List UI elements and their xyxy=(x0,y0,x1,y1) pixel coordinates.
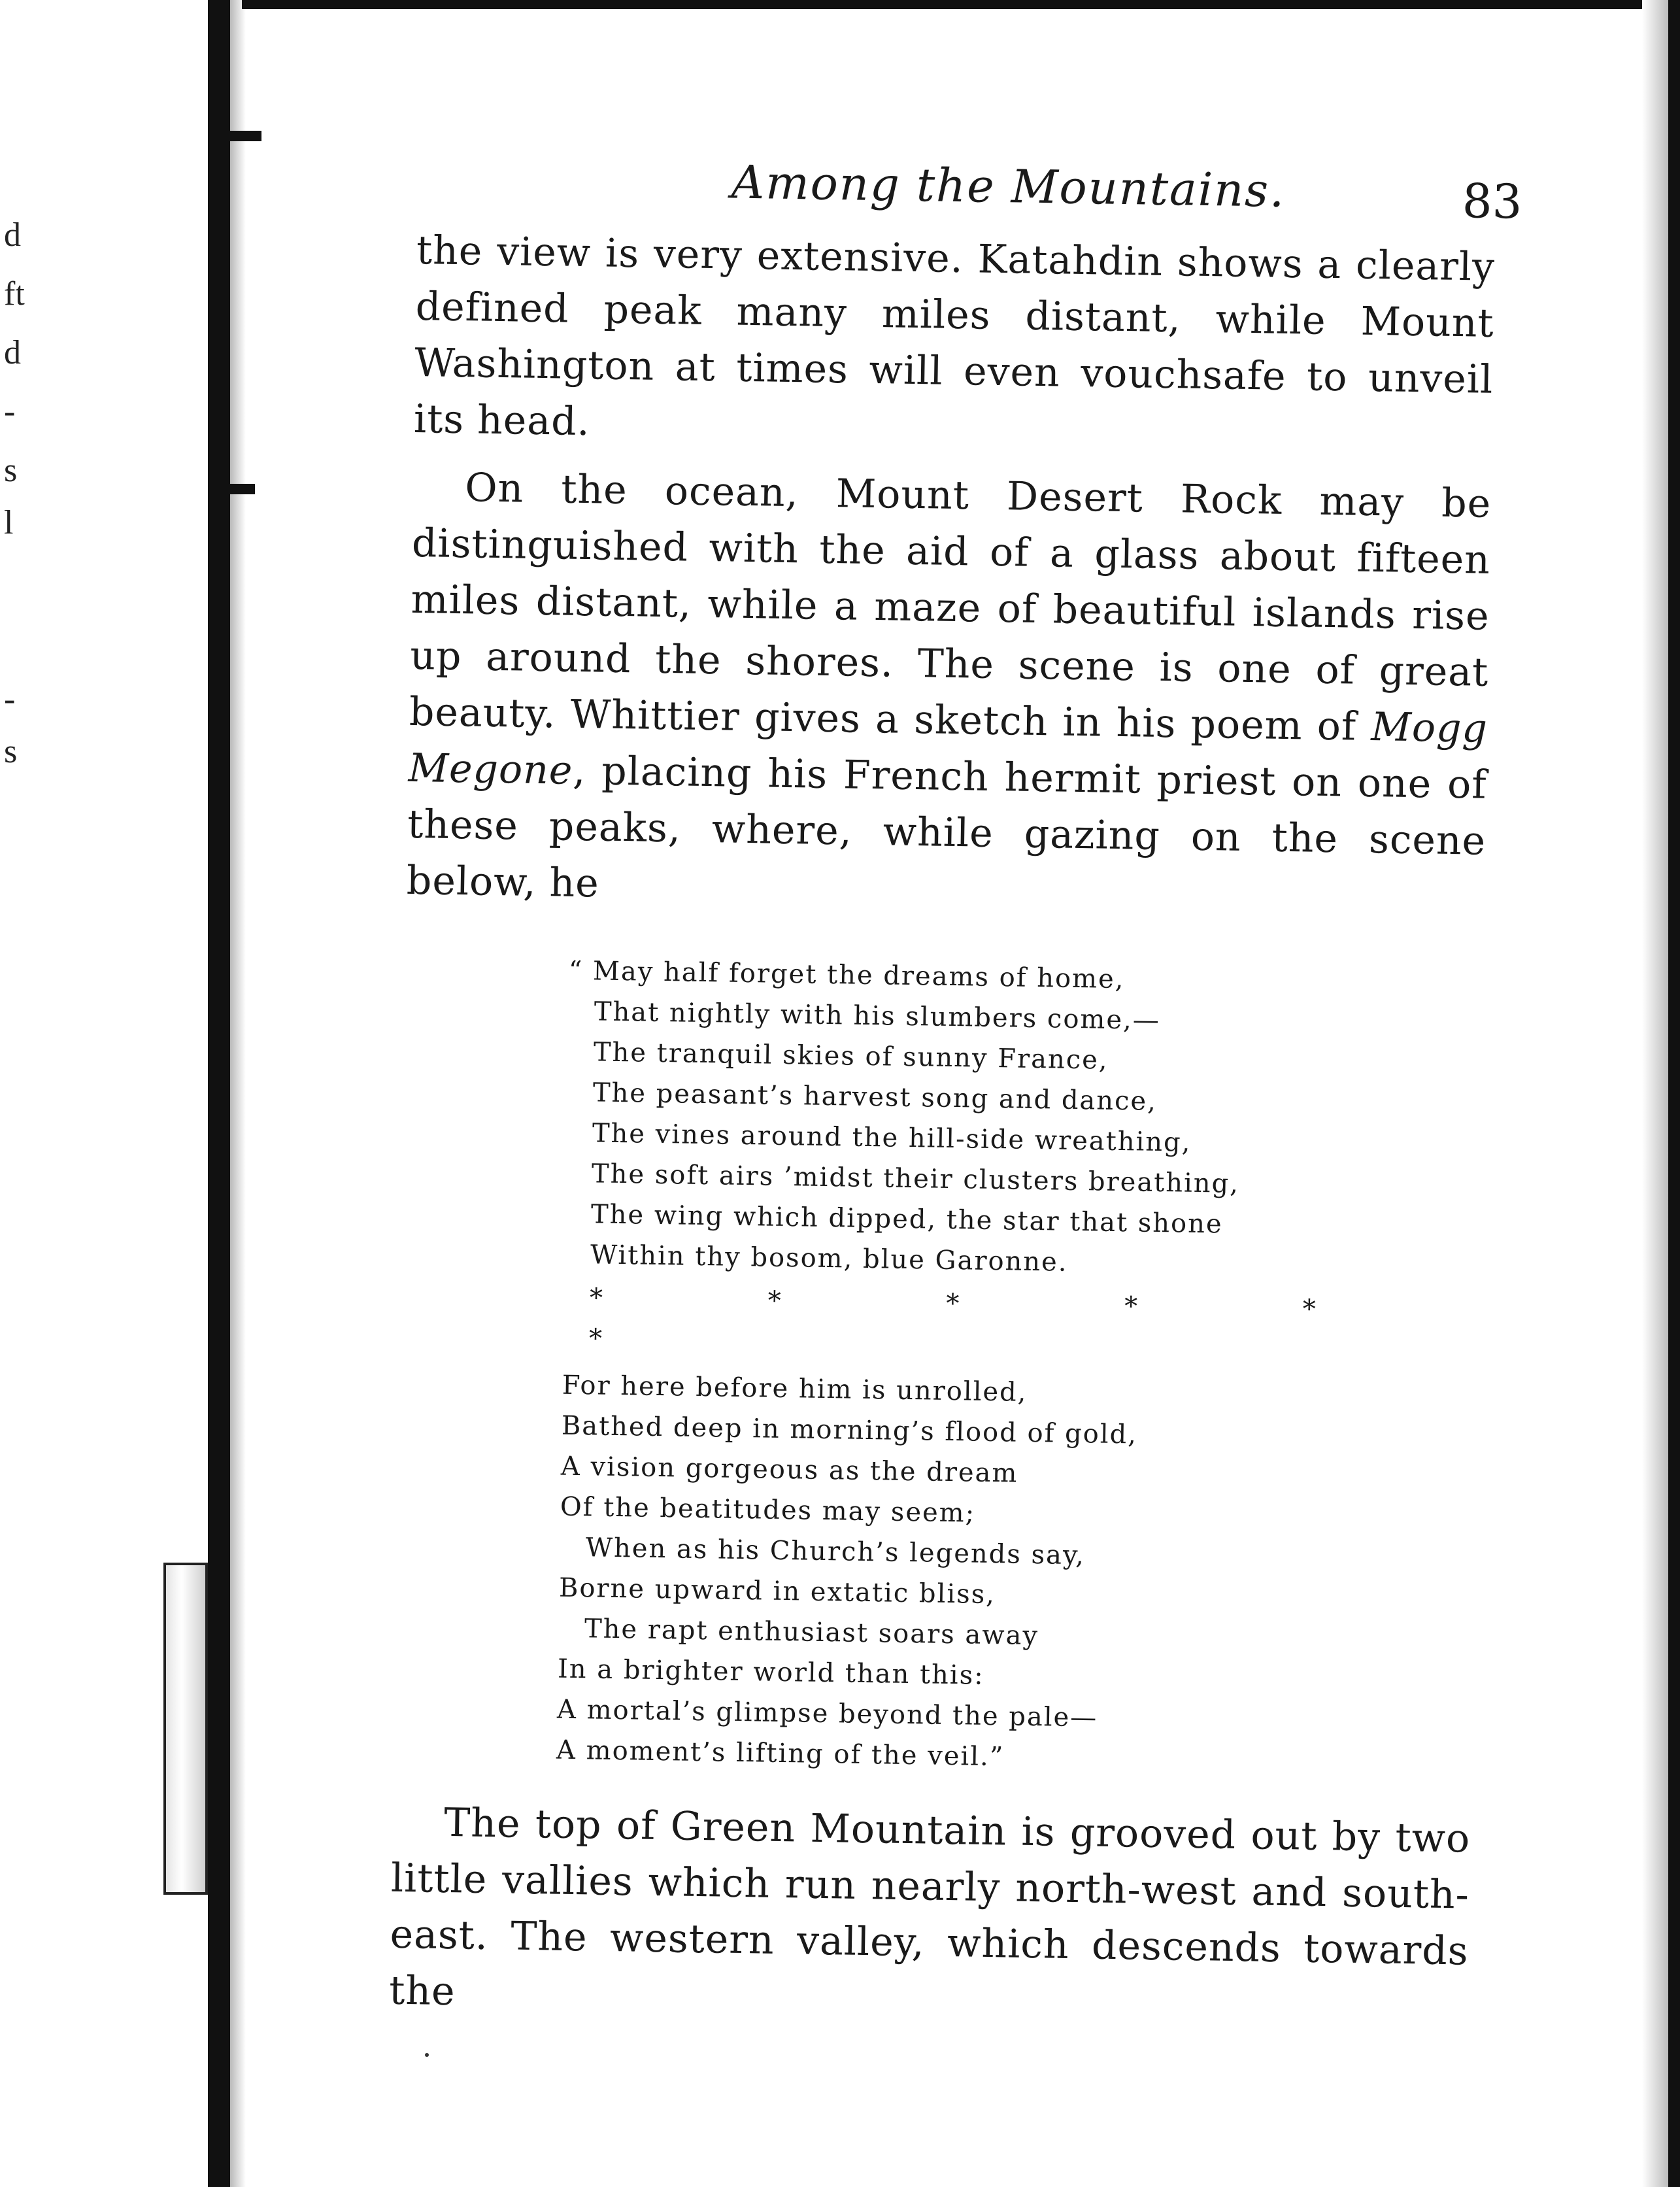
binding-gutter xyxy=(208,0,230,2187)
poem-line: For here before him is unrolled, xyxy=(562,1370,1028,1408)
left-margin-char: l xyxy=(4,504,14,541)
left-margin-char: d xyxy=(4,334,21,371)
poem-line: The vines around the hill-side wreathing, xyxy=(592,1118,1192,1158)
poem-line: The rapt enthusiast soars away xyxy=(584,1614,1039,1652)
paragraph-2 xyxy=(406,459,1492,926)
poem-line: Borne upward in extatic bliss, xyxy=(558,1572,996,1610)
poem-line: A moment’s lifting of the veil.” xyxy=(556,1735,1005,1772)
gutter-shadow xyxy=(230,0,246,2187)
binding-tab xyxy=(216,131,261,141)
poem-line: “ May half forget the dreams of home, xyxy=(568,955,1125,995)
book-page xyxy=(388,131,1523,2036)
poem-line: In a brighter world than this: xyxy=(557,1653,985,1691)
poem-line: A mortal’s glimpse beyond the pale— xyxy=(556,1694,1098,1733)
page-clip xyxy=(163,1563,208,1895)
page-right-edge xyxy=(1668,0,1680,2187)
page-number: 83 xyxy=(1462,173,1523,229)
paragraph-1: the view is very extensive. Katahdin shows a clearly defined peak many miles distant, while Mount Washington at times will even vouchsafe to unveil its head. xyxy=(413,227,1496,445)
running-head xyxy=(417,131,1523,239)
paragraph-2-text-b: , placing his French hermit priest on one of these peaks, where, while gazing on the scene below, he xyxy=(406,747,1488,907)
left-margin-char: ft xyxy=(4,275,25,313)
poem-title: Mogg Megone xyxy=(408,704,1488,794)
left-margin-char: d xyxy=(4,216,21,254)
stray-mark xyxy=(425,2053,429,2057)
page-right-shadow xyxy=(1642,0,1668,2187)
poem-line: The tranquil skies of sunny France, xyxy=(593,1037,1109,1076)
left-margin-char: s xyxy=(4,452,18,489)
left-margin-char: - xyxy=(4,681,16,718)
binding-tab xyxy=(209,484,255,494)
paragraph-3: The top of Green Mountain is grooved out by two little vallies which run nearly north-west and south-east. The western valley, which descends towards the xyxy=(388,1799,1471,2015)
poem-line: The wing which dipped, the star that shone xyxy=(590,1199,1223,1240)
poem-quote xyxy=(556,951,1485,1785)
poem-line: That nightly with his slumbers come,— xyxy=(594,996,1161,1036)
left-margin-char: s xyxy=(4,733,18,770)
page-top-edge xyxy=(242,0,1680,9)
poem-separator: * * * * * * xyxy=(588,1283,1395,1355)
poem-line: The soft airs ’midst their clusters breathing, xyxy=(591,1159,1240,1199)
poem-line: The peasant’s harvest song and dance, xyxy=(592,1077,1158,1117)
paragraph-2-text-a: On the ocean, Mount Desert Rock may be distinguished with the aid of a glass about fifteen miles distant, while a maze of beautiful islands rise up around the shores. The scene is one of great beauty. Whittier gives a sketch in his poem of xyxy=(409,465,1492,751)
running-title: Among the Mountains. xyxy=(731,155,1286,218)
poem-line: A vision gorgeous as the dream xyxy=(560,1451,1018,1489)
poem-line: Within thy bosom, blue Garonne. xyxy=(590,1240,1068,1278)
poem-line: Bathed deep in morning’s flood of gold, xyxy=(561,1410,1138,1450)
poem-line: When as his Church’s legends say, xyxy=(585,1533,1086,1571)
poem-line: Of the beatitudes may seem; xyxy=(560,1491,976,1529)
left-margin-char: - xyxy=(4,393,16,430)
